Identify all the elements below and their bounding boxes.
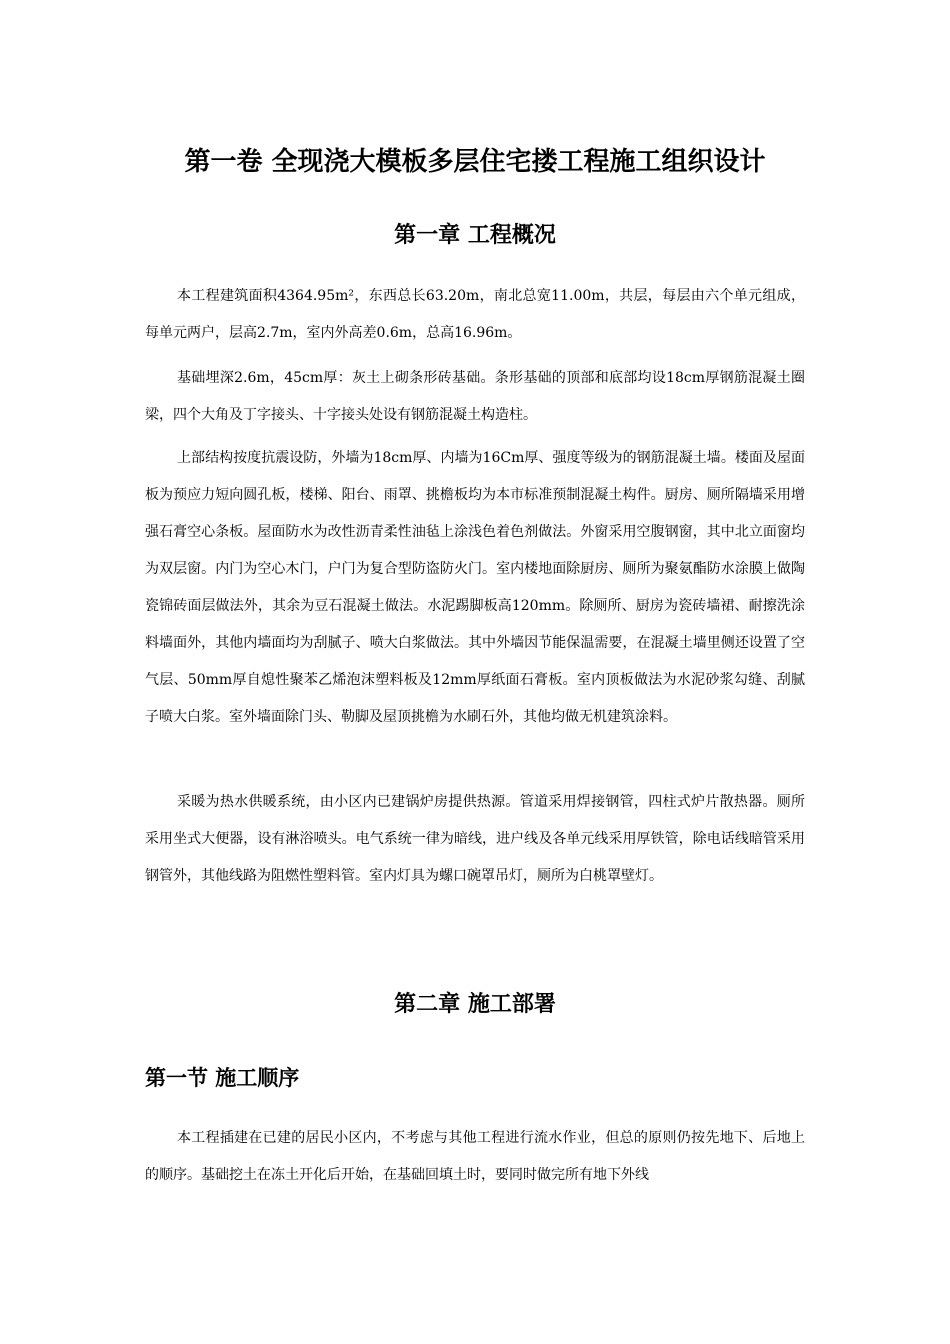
chapter-1-title: 第一章 工程概况 [394,223,556,248]
chapter-1-paragraph-3: 上部结构按度抗震设防，外墙为18cm厚、内墙为16Cm厚、强度等级为的钢筋混凝土墙。楼面及屋面板为预应力短向圆孔板，楼梯、阳台、雨罩、挑檐板均为本市标准预制混凝土构件。厨房、厕所隔墙采用增强石膏空心条板。屋面防水为改性沥青柔性油毡上涂浅色着色剂做法。外窗采用空腹钢窗，其中北立面窗均为双层窗。内门为空心木门，户门为复合型防盗防火门。室内楼地面除厨房、厕所为聚氨酯防水涂膜上做陶瓷锦砖面层做法外，其余为豆石混凝土做法。水泥踢脚板高120mm。除厕所、厨房为瓷砖墙裙、耐擦洗涂料墙面外，其他内墙面均为刮腻子、喷大白浆做法。其中外墙因节能保温需要，在混凝土墙里侧还设置了空气层、50mm厚自熄性聚苯乙烯泡沫塑料板及12mm厚纸面石膏板。室内顶板做法为水泥砂浆勾缝、刮腻子喷大白浆。室外墙面除门头、勒脚及屋顶挑檐为水刷石外，其他均做无机建筑涂料。 [145,450,805,725]
volume-title: 第一卷 全现浇大模板多层住宅搂工程施工组织设计 [184,147,766,177]
chapter-1-paragraph-1: 本工程建筑面积4364.95m²，东西总长63.20m，南北总宽11.00m，共层，每层由六个单元组成，每单元两户，层高2.7m，室内外高差0.6m，总高16.96m。 [145,288,805,341]
chapter-1-paragraph-4: 采暖为热水供暖系统，由小区内已建锅炉房提供热源。管道采用焊接钢管，四柱式炉片散热器。厕所采用坐式大便器，设有淋浴喷头。电气系统一律为暗线，进户线及各单元线采用厚铁管，除电话线暗管采用钢管外，其他线路为阻燃性塑料管。室内灯具为螺口碗罩吊灯，厕所为白桃罩壁灯。 [145,794,805,884]
section-1-title: 第一节 施工顺序 [145,1066,300,1090]
chapter-2-title: 第二章 施工部署 [394,992,556,1017]
section-1-paragraph-1: 本工程插建在已建的居民小区内，不考虑与其他工程进行流水作业，但总的原则仍按先地下、后地上的顺序。基础挖土在冻土开化后开始，在基础回填土时，要同时做完所有地下外线 [145,1130,805,1183]
chapter-1-paragraph-2: 基础埋深2.6m，45cm厚：灰土上砌条形砖基础。条形基础的顶部和底部均设18cm厚钢筋混凝土圈梁，四个大角及丁字接头、十字接头处设有钢筋混凝土构造柱。 [145,370,805,423]
